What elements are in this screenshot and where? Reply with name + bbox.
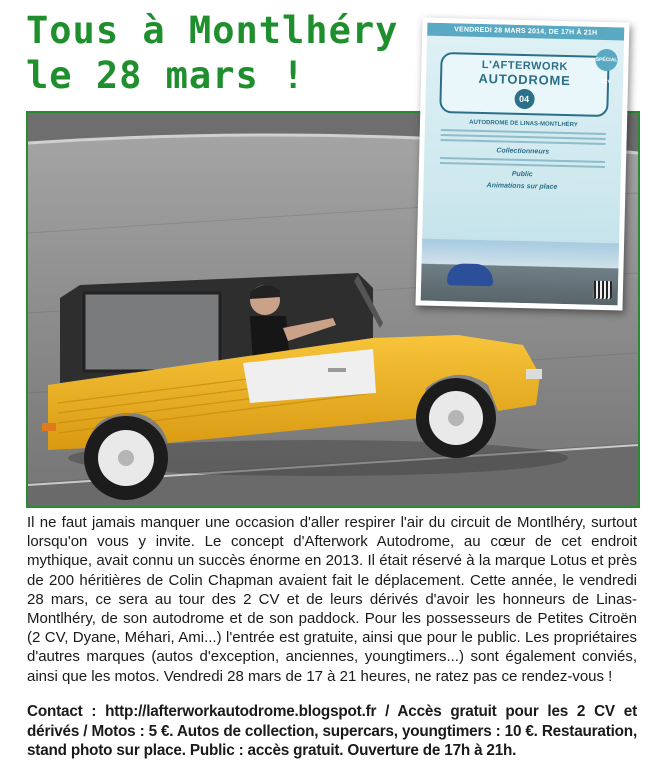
poster-section-animations: Animations sur place	[486, 182, 558, 191]
poster-logo	[439, 52, 609, 117]
headline	[26, 8, 398, 98]
poster-badge: SPÉCIAL 2CV	[595, 49, 618, 72]
poster-section-collectors: Collectionneurs	[496, 147, 550, 156]
poster-fine-print-2	[436, 157, 609, 168]
article-body: Il ne faut jamais manquer une occasion d'aller respirer l'air du circuit de Montlhéry, surtout lorsqu'on vous y invite. Le concept d'Afterwork Autodrome, au cœur de cet endroit mythique, avait connu un succès énorme en 2013. Il était réservé à la marque Lotus et près de 200 héritières de Colin Chapman avaient fait le déplacement. Cette année, le vendredi 28 mars, ce sera au tour des 2 CV et de leurs dérivés d'avoir les honneurs de Linas-Montlhéry, de son autodrome et de son paddock. Pour les possesseurs de Petites Citroën (2 CV, Dyane, Méhari, Ami...) l'entrée est gratuite, ainsi que pour le public. Les propriétaires d'autres marques (autos d'exception, anciennes, youngtimers...) sont également conviés, ainsi que les motos. Vendredi 28 mars de 17 à 21 heures, ne ratez pas ce rendez-vous !	[27, 514, 637, 685]
qr-code-icon	[594, 281, 612, 299]
poster-fine-print	[437, 129, 610, 145]
poster-venue: AUTODROME DE LINAS-MONTLHÉRY	[469, 119, 578, 129]
headline-line-1: Tous à Montlhéry	[26, 9, 399, 52]
event-poster	[416, 18, 630, 311]
contact-info: Contact : http://lafterworkautodrome.blogspot.fr / Accès gratuit pour les 2 CV et dérivés / Motos : 5 €. Autos de collection, supercars, youngtimers : 10 €. Restauration, stand photo sur place. Public : accès gratuit. Ouverture de 17h à 21h.	[27, 703, 637, 759]
poster-section-public: Public	[511, 170, 533, 179]
poster-date: VENDREDI 28 MARS 2014, DE 17H À 21H	[427, 23, 624, 41]
front-wheel	[416, 378, 496, 458]
headline-line-2: le 28 mars !	[26, 54, 306, 97]
rear-wheel	[84, 416, 168, 500]
poster-logo-line-2: AUTODROME	[478, 70, 571, 89]
poster-logo-number: 04	[514, 89, 534, 109]
poster-logo-line-1: L'AFTERWORK	[481, 58, 569, 74]
